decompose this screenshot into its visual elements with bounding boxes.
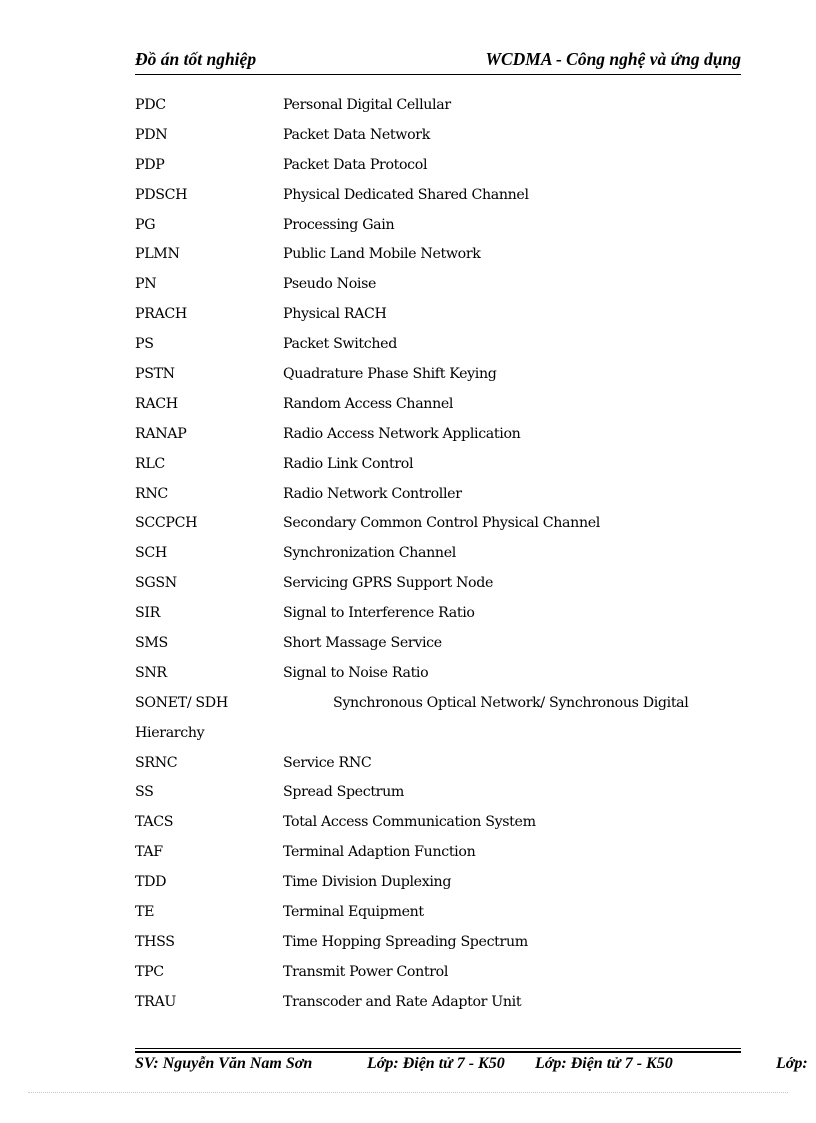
abbreviation-term: Total Access Communication System: [283, 814, 536, 831]
abbreviation-code: TPC: [135, 963, 164, 980]
abbreviation-code: SRNC: [135, 754, 178, 771]
abbreviation-code: SCH: [135, 545, 167, 562]
abbreviation-code: PS: [135, 336, 154, 353]
abbreviation-term: Radio Access Network Application: [283, 425, 521, 442]
abbreviation-row: [135, 361, 741, 391]
abbreviation-code: TRAU: [135, 993, 176, 1010]
abbreviation-code: PDP: [135, 156, 165, 173]
abbreviation-row: [135, 750, 741, 780]
abbreviation-row: [135, 510, 741, 540]
abbreviation-row: [135, 271, 741, 301]
abbreviation-row: [135, 630, 741, 660]
abbreviation-code: RNC: [135, 485, 168, 502]
abbreviation-code: PG: [135, 216, 156, 233]
header-subject-title: WCDMA - Công nghệ và ứng dụng: [485, 49, 741, 69]
abbreviation-row: [135, 152, 741, 182]
abbreviation-term: Packet Data Network: [283, 126, 430, 143]
abbreviation-term: Random Access Channel: [283, 395, 454, 412]
abbreviation-term: Synchronous Optical Network/ Synchronous Digital: [333, 694, 689, 711]
abbreviation-term: Radio Network Controller: [283, 485, 462, 502]
abbreviation-code: SMS: [135, 635, 168, 652]
abbreviation-row: [135, 779, 741, 809]
abbreviation-code: PLMN: [135, 246, 180, 263]
abbreviation-row: [135, 122, 741, 152]
abbreviation-code: SCCPCH: [135, 515, 198, 532]
footer-rule-thick: [135, 1051, 741, 1053]
abbreviation-code: SONET/ SDH: [135, 694, 228, 711]
abbreviation-term: Service RNC: [283, 754, 372, 771]
abbreviation-term: Public Land Mobile Network: [283, 246, 481, 263]
abbreviation-term: Processing Gain: [283, 216, 395, 233]
abbreviation-row: [135, 331, 741, 361]
abbreviation-term: Time Hopping Spreading Spectrum: [283, 933, 528, 950]
abbreviation-term: Secondary Common Control Physical Channel: [283, 515, 600, 532]
abbreviation-row: [135, 391, 741, 421]
abbreviation-term: Packet Switched: [283, 336, 397, 353]
abbreviation-term: Signal to Interference Ratio: [283, 605, 475, 622]
abbreviation-row: [135, 929, 741, 959]
abbreviation-term: Terminal Adaption Function: [283, 844, 476, 861]
abbreviation-row: [135, 481, 741, 511]
abbreviation-code: PDN: [135, 126, 168, 143]
page-footer: [0, 1055, 816, 1079]
abbreviation-term: Physical RACH: [283, 306, 387, 323]
footer-class-label: Lớp: Điện tử 7 - K50: [367, 1055, 505, 1072]
abbreviation-term: Physical Dedicated Shared Channel: [283, 186, 529, 203]
abbreviation-row: [135, 301, 741, 331]
footer-class-label-cut: Lớp:: [776, 1055, 808, 1072]
page-header: [135, 48, 741, 75]
abbreviation-row: [135, 600, 741, 630]
abbreviation-term: Servicing GPRS Support Node: [283, 575, 493, 592]
abbreviation-term: Time Division Duplexing: [283, 874, 452, 891]
abbreviation-code: SGSN: [135, 575, 177, 592]
abbreviation-code: PDSCH: [135, 186, 188, 203]
abbreviation-term: Signal to Noise Ratio: [283, 664, 429, 681]
abbreviation-term: Personal Digital Cellular: [283, 97, 451, 113]
page-bottom-dotted-line: [28, 1092, 788, 1093]
abbreviation-row: [135, 241, 741, 271]
abbreviation-term: Transmit Power Control: [283, 963, 449, 980]
footer-student-name: SV: Nguyễn Văn Nam Sơn: [135, 1055, 313, 1072]
abbreviation-row: [135, 660, 741, 690]
header-thesis-title: Đồ án tốt nghiệp: [135, 49, 257, 69]
abbreviation-code: SNR: [135, 664, 167, 681]
abbreviation-term: Packet Data Protocol: [283, 156, 428, 173]
abbreviation-code: TAF: [135, 844, 163, 861]
abbreviation-row: [135, 720, 741, 750]
abbreviation-code: TDD: [135, 874, 167, 891]
abbreviation-row: [135, 869, 741, 899]
abbreviation-row: [135, 212, 741, 242]
abbreviation-code: TACS: [135, 814, 174, 831]
abbreviation-row: [135, 959, 741, 989]
abbreviation-row: [135, 451, 741, 481]
abbreviation-term: Radio Link Control: [283, 455, 414, 472]
abbreviation-code: PRACH: [135, 306, 187, 323]
abbreviation-row: [135, 690, 741, 720]
footer-rule: [135, 1048, 741, 1049]
abbreviation-row: [135, 421, 741, 451]
abbreviation-code: THSS: [135, 933, 175, 950]
abbreviation-row: [135, 92, 741, 122]
abbreviation-row: [135, 899, 741, 929]
abbreviation-row: [135, 839, 741, 869]
abbreviation-term: Short Massage Service: [283, 635, 442, 652]
abbreviation-row: [135, 570, 741, 600]
abbreviation-term: Transcoder and Rate Adaptor Unit: [283, 993, 522, 1010]
abbreviation-list: [135, 92, 741, 1019]
abbreviation-term: Quadrature Phase Shift Keying: [283, 366, 497, 383]
abbreviation-term: Spread Spectrum: [283, 784, 404, 801]
abbreviation-code: RLC: [135, 455, 165, 472]
abbreviation-code: RANAP: [135, 425, 187, 442]
abbreviation-code: SIR: [135, 605, 160, 622]
abbreviation-code: TE: [135, 904, 155, 921]
abbreviation-row: [135, 182, 741, 212]
abbreviation-term: Synchronization Channel: [283, 545, 456, 562]
abbreviation-term: Pseudo Noise: [283, 276, 377, 293]
abbreviation-code: RACH: [135, 395, 178, 412]
abbreviation-row: [135, 540, 741, 570]
abbreviation-code: Hierarchy: [135, 724, 205, 741]
abbreviation-code: SS: [135, 784, 154, 801]
abbreviation-row: [135, 989, 741, 1019]
abbreviation-row: [135, 809, 741, 839]
footer-class-label-repeat: Lớp: Điện tử 7 - K50: [535, 1055, 673, 1072]
abbreviation-code: PSTN: [135, 366, 175, 383]
abbreviation-code: PDC: [135, 97, 166, 113]
abbreviation-term: Terminal Equipment: [283, 904, 424, 921]
abbreviation-code: PN: [135, 276, 157, 293]
